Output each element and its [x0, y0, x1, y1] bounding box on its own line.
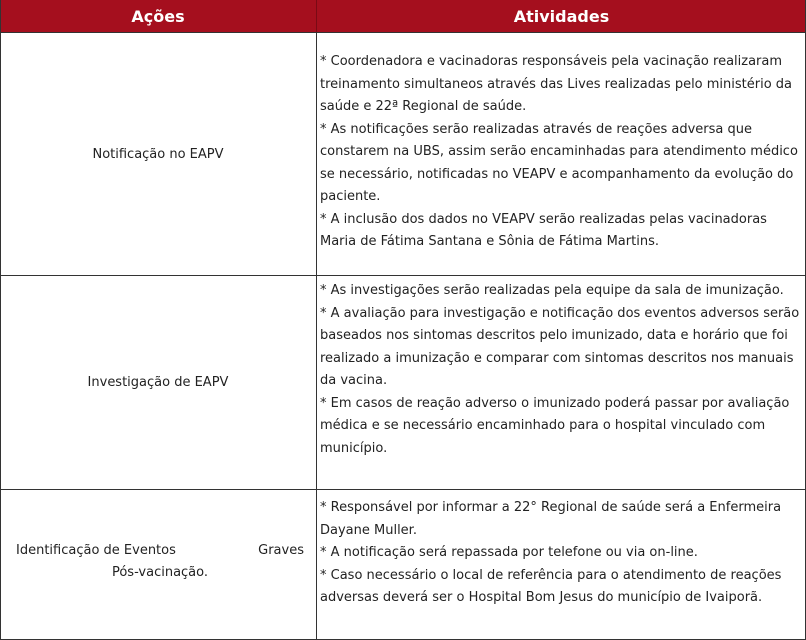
header-actions: Ações — [0, 0, 317, 32]
header-activities: Atividades — [317, 0, 806, 32]
action-cell — [0, 490, 317, 640]
activity-item: * As investigações serão realizadas pela equipe da sala de imunização. — [320, 283, 784, 298]
activity-item: * A inclusão dos dados no VEAPV serão realizadas pelas vacinadoras Maria de Fátima Santana e Sônia de Fátima Martins. — [320, 211, 767, 249]
action-line-1 — [16, 540, 304, 562]
action-text: Graves — [258, 543, 304, 558]
table-row — [0, 489, 806, 640]
table-row — [0, 275, 806, 489]
activity-item: * Em casos de reação adverso o imunizado poderá passar por avaliação médica e se necessário encaminhado para o hospital vinculado com município. — [320, 395, 790, 456]
activity-item: * As notificações serão realizadas através de reações adversa que constarem na UBS, assim serão encaminhadas para atendimento médico se necessário, notificadas no VEAPV e acompanhamento da evolução do paciente. — [320, 121, 798, 204]
activity-item: * A notificação será repassada por telefone ou via on-line. — [320, 545, 698, 560]
table-row — [0, 32, 806, 275]
activity-item: * A avaliação para investigação e notificação dos eventos adversos serão baseados nos sintomas descritos pelo imunizado, data e horário que foi realizado a imunização e comparar com sintomas descritos nos manuais da vacina. — [320, 305, 800, 388]
action-line-2: Pós-vacinação. — [111, 565, 209, 580]
activities-cell — [320, 490, 800, 640]
activity-item: * Coordenadora e vacinadoras responsáveis pela vacinação realizaram treinamento simultaneos através das Lives realizadas pelo ministério da saúde e 22ª Regional de saúde. — [320, 54, 793, 114]
action-text: Identificação de Eventos — [16, 543, 176, 558]
activity-item: * Caso necessário o local de referência para o atendimento de reações adversas deverá ser o Hospital Bom Jesus do município de Ivaiporã. — [320, 567, 782, 605]
activities-cell — [320, 276, 800, 489]
activity-item: * Responsável por informar a 22° Regional de saúde será a Enfermeira Dayane Muller. — [320, 500, 782, 538]
action-cell: Notificação no EAPV — [0, 33, 317, 275]
activities-cell — [320, 33, 800, 275]
action-cell: Investigação de EAPV — [0, 276, 317, 489]
